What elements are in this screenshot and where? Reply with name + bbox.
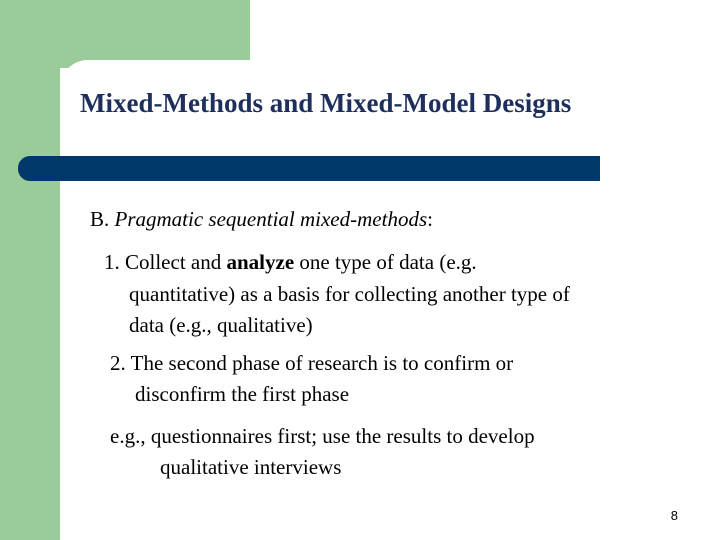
- title-underline-bar: [18, 156, 600, 181]
- item1-line2: quantitative) as a basis for collecting another type of: [129, 282, 570, 306]
- example-line1: e.g., questionnaires first; use the results to develop: [110, 424, 535, 448]
- item2-line1: 2. The second phase of research is to confirm or: [110, 351, 514, 375]
- item2-line2: disconfirm the first phase: [135, 382, 350, 406]
- item1-end: one type of data (e.g.: [294, 250, 477, 274]
- item1-line3: data (e.g., qualitative): [129, 313, 313, 337]
- slide-title: Mixed-Methods and Mixed-Model Designs: [80, 88, 572, 118]
- item1-start: 1. Collect and: [104, 250, 227, 274]
- section-suffix: :: [427, 207, 433, 231]
- example-line2: qualitative interviews: [160, 455, 342, 479]
- item1-bold-word: analyze: [226, 250, 295, 274]
- item1-line1: [104, 248, 477, 277]
- section-heading: [90, 205, 433, 234]
- page-number: 8: [670, 508, 678, 523]
- green-sidebar: [0, 0, 60, 540]
- section-prefix: B.: [90, 207, 115, 231]
- section-heading-italic: Pragmatic sequential mixed-methods: [114, 207, 428, 231]
